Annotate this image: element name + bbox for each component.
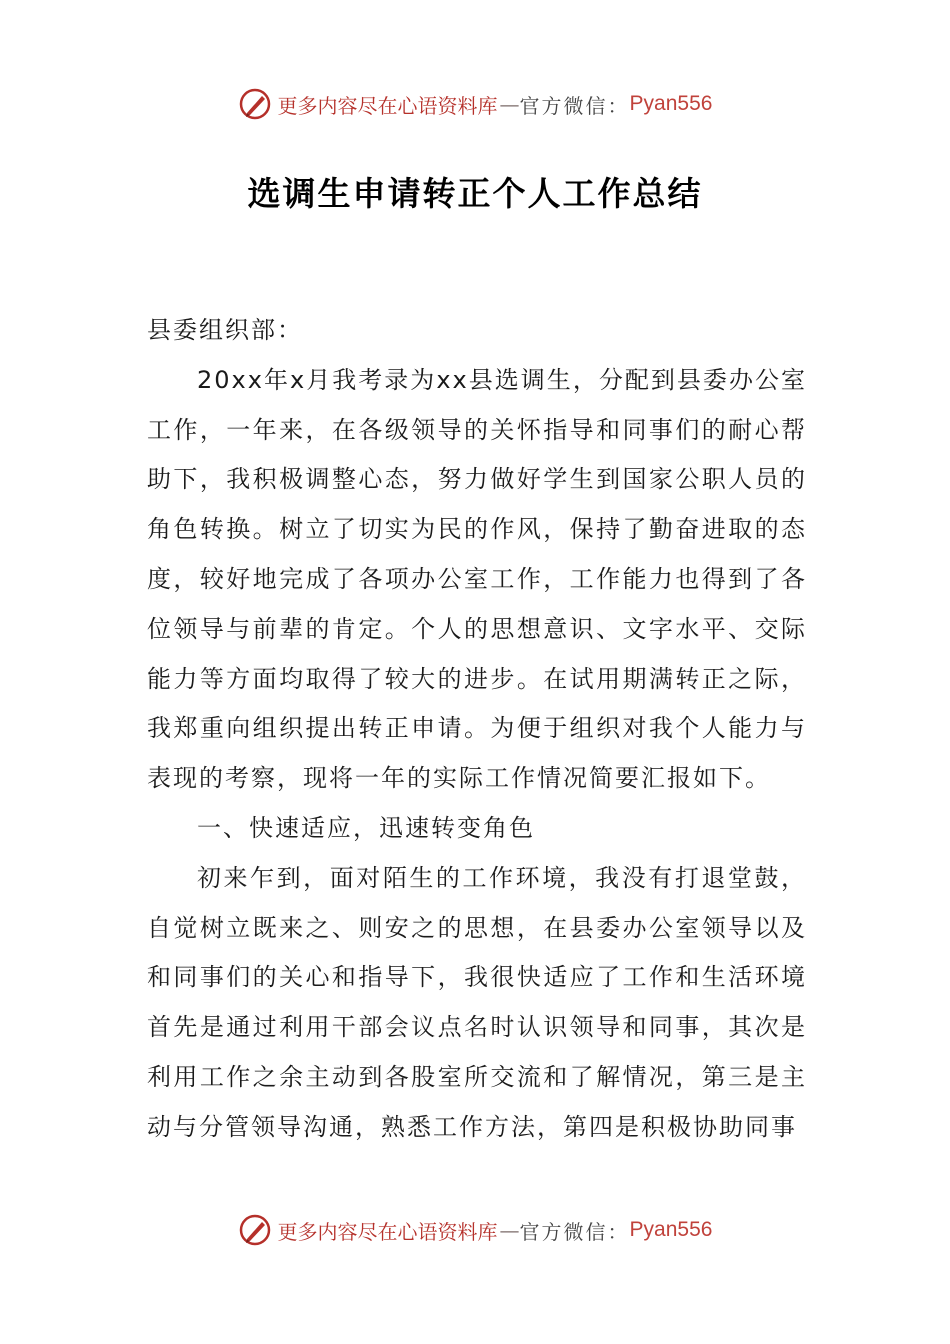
- footer-official-label: 官方微信：: [519, 1219, 630, 1244]
- banner-main-text: 更多内容尽在心语资料库: [277, 93, 498, 118]
- paragraph-1: 20xx年x月我考录为xx县选调生，分配到县委办公室工作，一年来，在各级领导的关怀指导和同事们的耐心帮助下，我积极调整心态，努力做好学生到国家公职人员的角色转换。树立了切实为民的作风，保持了勤奋进取的态度，较好地完成了各项办公室工作，工作能力也得到了各位领导与前辈的肯定。个人的思想意识、文字水平、交际能力等方面均取得了较大的进步。在试用期满转正之际，我郑重向组织提出转正申请。为便于组织对我个人能力与表现的考察，现将一年的实际工作情况简要汇报如下。: [147, 365, 807, 793]
- pen-in-circle-icon: [238, 87, 272, 121]
- footer-wechat-id: Pyan556: [629, 1218, 713, 1241]
- footer-banner: [0, 1208, 950, 1252]
- salutation: 县委组织部：: [147, 316, 303, 344]
- header-banner: [0, 82, 950, 126]
- banner-dash: —: [499, 92, 518, 116]
- document-title: 选调生申请转正个人工作总结: [247, 174, 703, 213]
- footer-main-text: 更多内容尽在心语资料库: [277, 1219, 498, 1244]
- banner-official-label: 官方微信：: [519, 93, 630, 118]
- footer-dash: —: [499, 1218, 518, 1242]
- section-1-heading: 一、快速适应，迅速转变角色: [197, 813, 535, 842]
- paragraph-2: 初来乍到，面对陌生的工作环境，我没有打退堂鼓，自觉树立既来之、则安之的思想，在县委办公室领导以及和同事们的关心和指导下，我很快适应了工作和生活环境首先是通过利用干部会议点名时认识领导和同事，其次是利用工作之余主动到各股室所交流和了解情况，第三是主动与分管领导沟通，熟悉工作方法，第四是积极协助同事: [147, 863, 807, 1141]
- banner-wechat-id: Pyan556: [629, 92, 713, 115]
- document-body: [147, 306, 807, 1153]
- pen-in-circle-icon: [238, 1213, 272, 1247]
